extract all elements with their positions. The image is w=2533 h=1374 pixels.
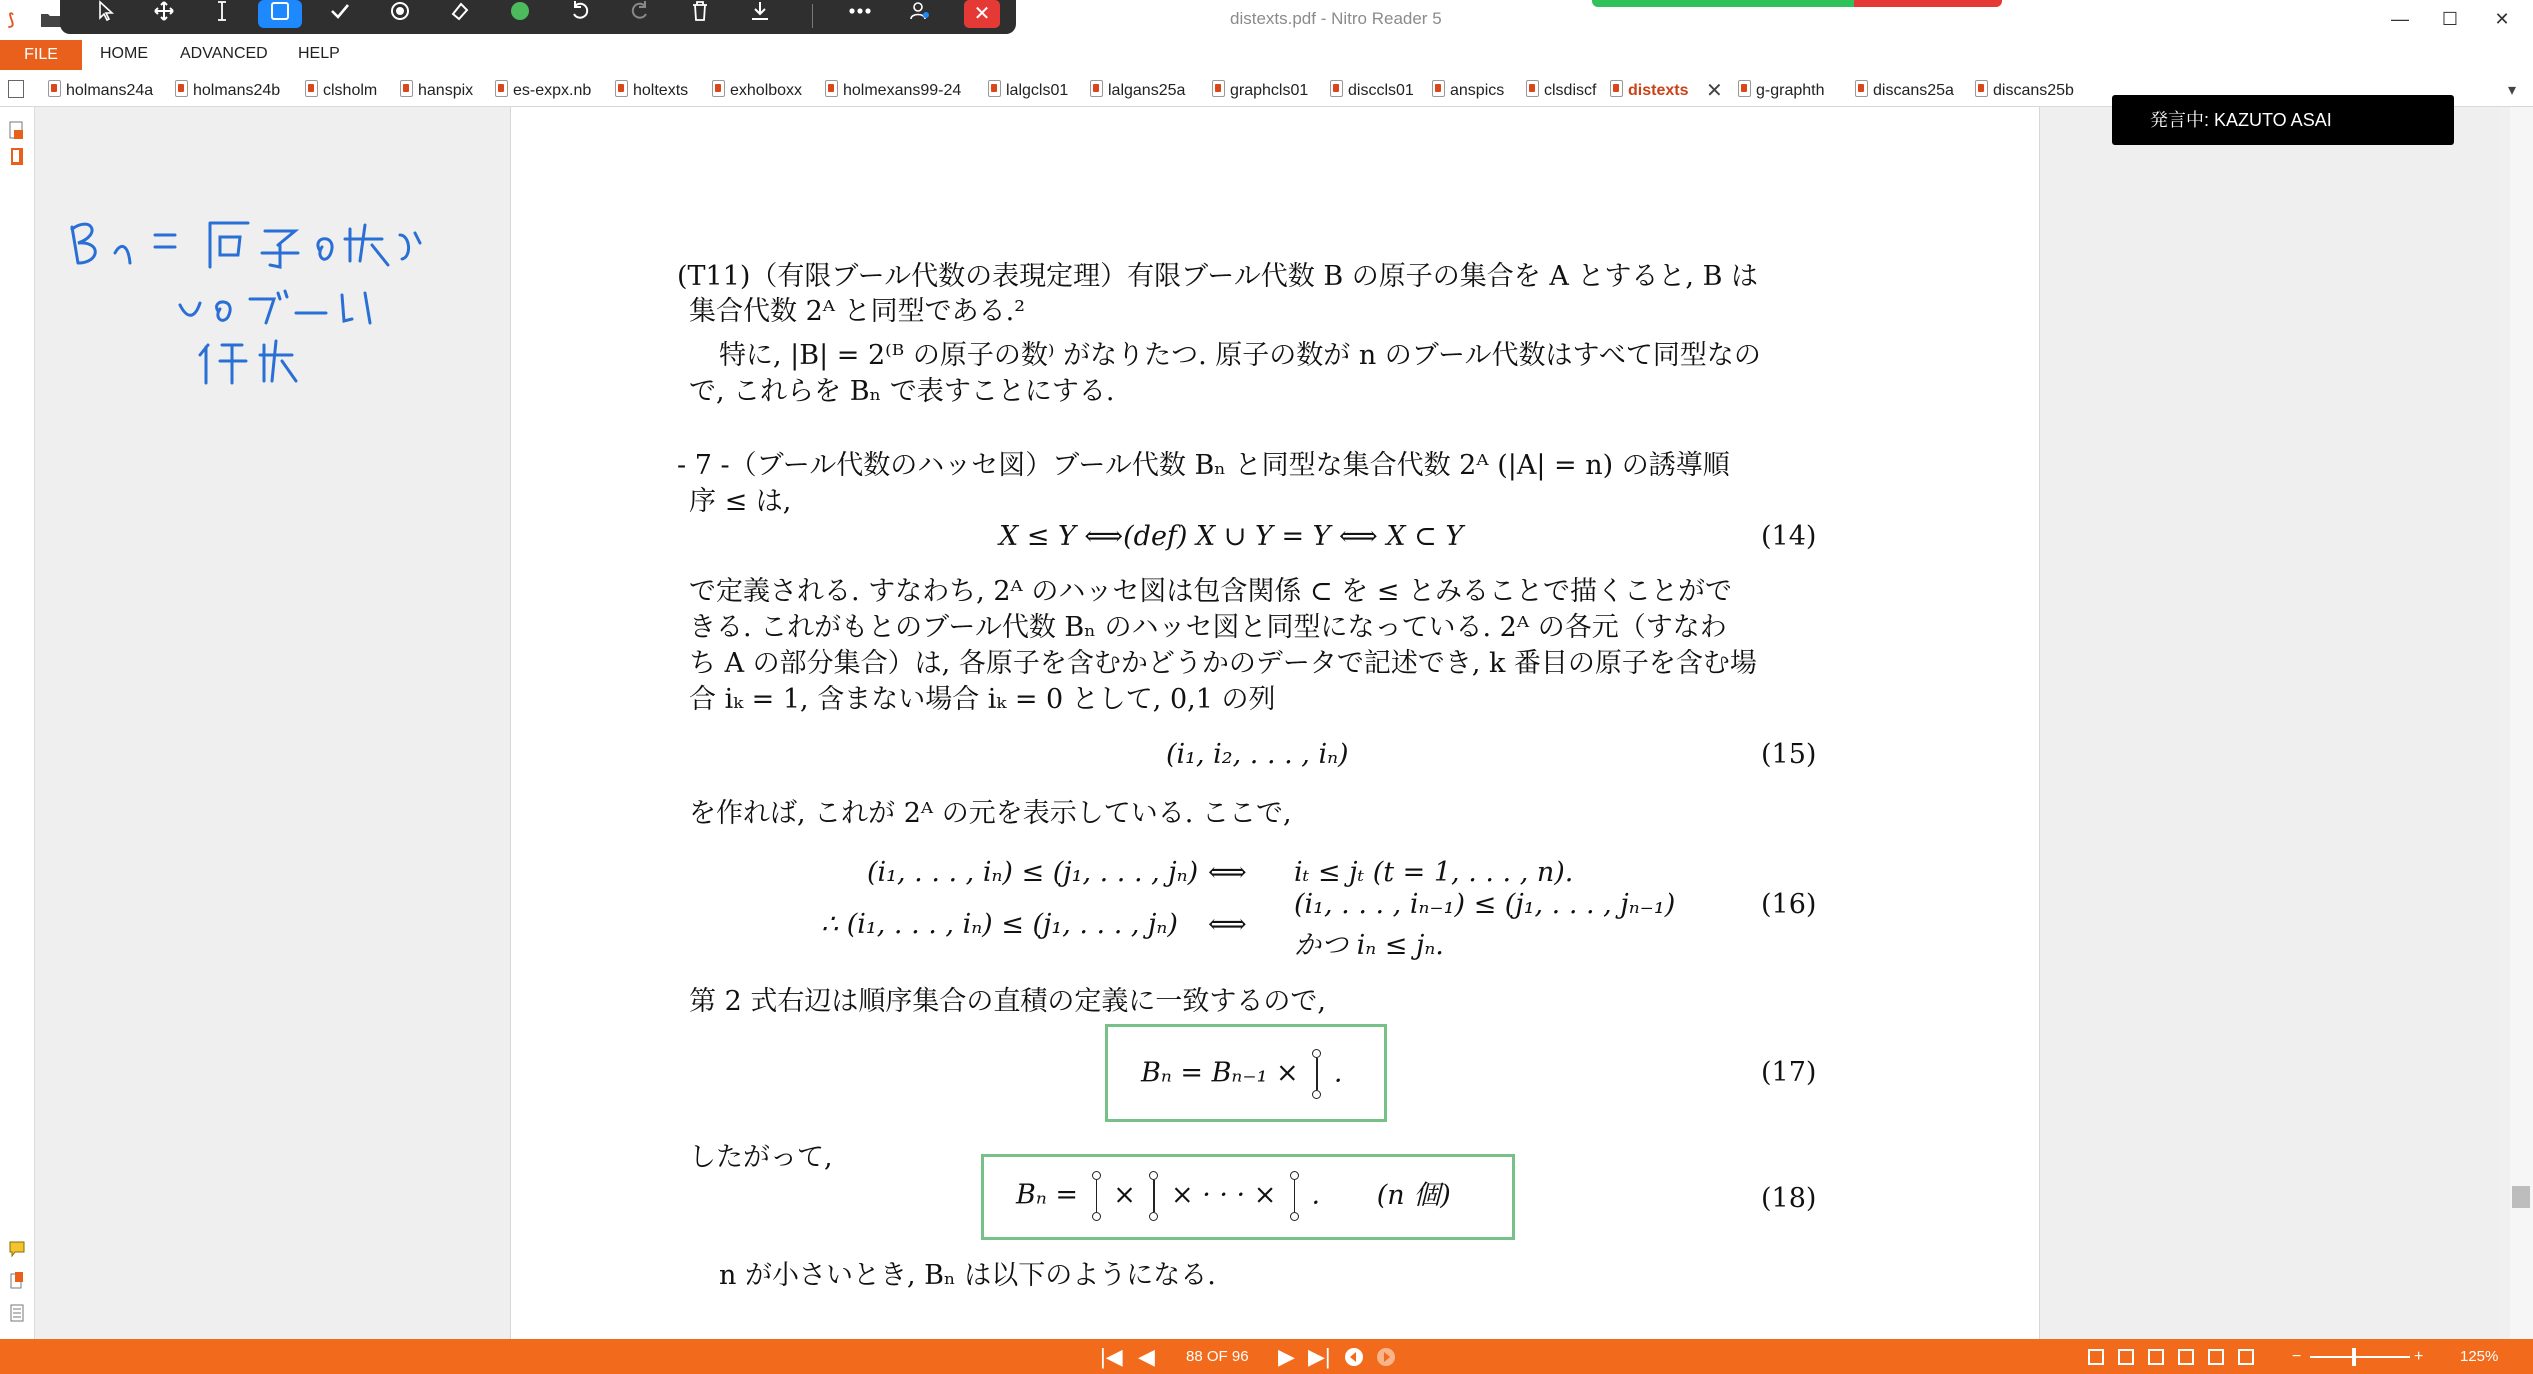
bookmarks-icon[interactable] <box>9 147 25 167</box>
download-icon[interactable] <box>738 0 782 30</box>
pdf-file-icon <box>1212 80 1225 97</box>
status-bar <box>0 1339 2533 1374</box>
zoom-level[interactable]: 125% <box>2460 1348 2499 1365</box>
pdf-file-icon <box>1526 80 1539 97</box>
pdf-file-icon <box>1855 80 1868 97</box>
comments-icon[interactable] <box>9 1239 25 1259</box>
pdf-file-icon <box>175 80 188 97</box>
close-toolbar-button[interactable]: ✕ <box>964 0 1000 28</box>
menu-advanced[interactable]: ADVANCED <box>180 45 268 62</box>
toolbar-separator <box>812 4 813 28</box>
pdf-file-icon <box>615 80 628 97</box>
tab-lalgans25a[interactable]: lalgans25a <box>1090 78 1185 104</box>
two-element-chain-icon <box>1289 1171 1299 1221</box>
pdf-file-icon <box>1975 80 1988 97</box>
equation-18-end: . <box>1311 1179 1321 1211</box>
equation-18-lhs: Bₙ = <box>1016 1179 1078 1211</box>
equation-17-lhs: Bₙ = Bₙ₋₁ × <box>1141 1057 1299 1089</box>
equation-18 <box>1016 1171 1451 1221</box>
redo-icon[interactable] <box>618 0 662 30</box>
color-picker-icon[interactable] <box>498 0 542 30</box>
equation-18-note: (n 個) <box>1376 1179 1451 1211</box>
zoom-slider-thumb[interactable] <box>2352 1348 2356 1366</box>
move-icon[interactable] <box>142 0 186 30</box>
facing-view-icon[interactable] <box>2148 1349 2164 1365</box>
scrollbar-thumb[interactable] <box>2512 1186 2530 1208</box>
equation-15: (i₁, i₂, . . . , iₙ) <box>1166 739 1349 770</box>
tab-clsholm[interactable]: clsholm <box>305 78 377 104</box>
pdf-file-icon <box>305 80 318 97</box>
tab-holtexts[interactable]: holtexts <box>615 78 688 104</box>
participant-icon[interactable] <box>898 0 942 30</box>
vertical-scrollbar[interactable] <box>2510 107 2533 1339</box>
two-element-chain-icon <box>1311 1049 1321 1099</box>
equation-number-16: (16) <box>1761 889 1817 920</box>
close-window-button[interactable]: ✕ <box>2494 9 2510 29</box>
tab-graphcls01[interactable]: graphcls01 <box>1212 78 1308 104</box>
tab-holmexans99-24[interactable]: holmexans99-24 <box>825 78 961 104</box>
equation-17 <box>1141 1049 1342 1099</box>
pdf-file-icon <box>825 80 838 97</box>
zoom-out-button[interactable]: − <box>2292 1348 2302 1365</box>
tab-hanspix[interactable]: hanspix <box>400 78 473 104</box>
last-page-button[interactable]: ▶| <box>1308 1344 1331 1369</box>
text-t11-line2: 集合代数 2ᴬ と同型である.² <box>689 296 1026 327</box>
equation-16b-lhs: ∴ (i₁, . . . , iₙ) ≤ (j₁, . . . , jₙ) <box>821 909 1178 940</box>
facing-continuous-view-icon[interactable] <box>2178 1349 2194 1365</box>
equation-number-14: (14) <box>1761 521 1817 552</box>
equation-number-18: (18) <box>1761 1183 1817 1214</box>
fit-width-icon[interactable] <box>2208 1349 2224 1365</box>
tab-holmans24b[interactable]: holmans24b <box>175 78 280 104</box>
continuous-view-icon[interactable] <box>2118 1349 2134 1365</box>
pdf-file-icon <box>988 80 1001 97</box>
tab-anspics[interactable]: anspics <box>1432 78 1504 104</box>
text-p2-line1: で定義される. すなわち, 2ᴬ のハッセ図は包含関係 ⊂ を ≤ とみることで描くことがで <box>689 576 1732 607</box>
menu-home[interactable]: HOME <box>100 45 148 62</box>
pdf-file-icon <box>1330 80 1343 97</box>
text-section7-line2: 序 ≤ は, <box>689 486 792 517</box>
minimize-button[interactable]: — <box>2391 9 2409 29</box>
previous-view-icon[interactable] <box>1344 1347 1364 1367</box>
tab-holmans24a[interactable]: holmans24a <box>48 78 153 104</box>
handwritten-annotation <box>60 195 490 415</box>
zoom-slider[interactable] <box>2310 1356 2410 1358</box>
tab-discans25b[interactable]: discans25b <box>1975 78 2074 104</box>
menu-bar <box>0 38 2533 71</box>
two-element-chain-icon <box>1148 1171 1158 1221</box>
tab-disccls01[interactable]: disccls01 <box>1330 78 1414 104</box>
equation-18-dots: × · · · × <box>1171 1179 1277 1211</box>
equation-16a-lhs: (i₁, . . . , iₙ) ≤ (j₁, . . . , jₙ) <box>867 857 1199 888</box>
previous-page-button[interactable]: ◀ <box>1138 1344 1155 1369</box>
text-section7-line1: - 7 -（ブール代数のハッセ図）ブール代数 Bₙ と同型な集合代数 2ᴬ (|A| = n) の誘導順 <box>677 450 1730 481</box>
equation-16b-rhs2: かつ iₙ ≤ jₙ. <box>1294 930 1444 961</box>
equation-number-17: (17) <box>1761 1057 1817 1088</box>
page-panel-icon[interactable] <box>8 80 24 98</box>
attachments-icon[interactable] <box>9 1271 25 1291</box>
pdf-file-icon <box>1090 80 1103 97</box>
pointer-icon[interactable] <box>84 0 128 30</box>
fit-page-icon[interactable] <box>2238 1349 2254 1365</box>
text-p1-line1: 特に, |B| = 2⁽ᴮ の原子の数⁾ がなりたつ. 原子の数が n のブール代数はすべて同型なの <box>719 340 1761 371</box>
page-counter[interactable]: 88 OF 96 <box>1186 1348 1249 1365</box>
pdf-file-icon <box>1738 80 1751 97</box>
meeting-indicator-green <box>1592 0 1854 7</box>
text-p5: したがって, <box>689 1142 833 1173</box>
pdf-page <box>510 107 2040 1339</box>
rectangle-tool-icon[interactable] <box>258 0 302 28</box>
equation-17-end: . <box>1333 1057 1343 1089</box>
two-element-chain-icon <box>1091 1171 1101 1221</box>
trash-icon[interactable] <box>678 0 722 30</box>
tab-lalgcls01[interactable]: lalgcls01 <box>988 78 1068 104</box>
equation-14: X ≤ Y ⟺(def) X ∪ Y = Y ⟺ X ⊂ Y <box>999 521 1464 552</box>
more-options-icon[interactable] <box>838 0 882 30</box>
text-t11-line1: (T11)（有限ブール代数の表現定理）有限ブール代数 B の原子の集合を A とすると, B は <box>677 261 1758 292</box>
tab-g-graphth[interactable]: g-graphth <box>1738 78 1825 104</box>
equation-16b-op: ⟺ <box>1208 909 1247 940</box>
speaking-banner: 発言中: KAZUTO ASAI <box>2112 95 2454 145</box>
next-page-button[interactable]: ▶ <box>1278 1344 1295 1369</box>
eraser-icon[interactable] <box>438 0 482 30</box>
menu-help[interactable]: HELP <box>298 45 340 62</box>
equation-16b-rhs1: (i₁, . . . , iₙ₋₁) ≤ (j₁, . . . , jₙ₋₁) <box>1294 889 1676 920</box>
tab-es-expx[interactable]: es-expx.nb <box>495 78 591 104</box>
nitro-logo-icon: ⟆ <box>8 12 15 29</box>
text-p2-line2: きる. これがもとのブール代数 Bₙ のハッセ図と同型になっている. 2ᴬ の各元（すなわ <box>689 612 1727 643</box>
tab-overflow-chevron-icon[interactable]: ▾ <box>2508 82 2517 99</box>
window-title: distexts.pdf - Nitro Reader 5 <box>1230 9 1442 28</box>
left-tool-panel <box>0 107 35 1339</box>
single-page-view-icon[interactable] <box>2088 1349 2104 1365</box>
text-p1-line2: で, これらを Bₙ で表すことにする. <box>689 376 1115 407</box>
next-view-icon[interactable] <box>1376 1347 1396 1367</box>
tab-close-icon[interactable]: ✕ <box>1706 80 1723 102</box>
tab-exholboxx[interactable]: exholboxx <box>712 78 802 104</box>
equation-number-15: (15) <box>1761 739 1817 770</box>
annotation-toolbar <box>60 0 1016 34</box>
page-thumbnails-icon[interactable] <box>9 121 25 141</box>
layers-icon[interactable] <box>9 1303 25 1323</box>
pdf-file-icon <box>1610 80 1623 97</box>
pdf-file-icon <box>712 80 725 97</box>
text-p6: n が小さいとき, Bₙ は以下のようになる. <box>719 1260 1216 1291</box>
maximize-button[interactable]: ☐ <box>2441 9 2459 29</box>
pdf-file-icon <box>495 80 508 97</box>
text-p4: 第 2 式右辺は順序集合の直積の定義に一致するので, <box>689 986 1326 1017</box>
tab-clsdiscf[interactable]: clsdiscf <box>1526 78 1596 104</box>
text-p2-line3: ち A の部分集合）は, 各原子を含むかどうかのデータで記述でき, k 番目の原子を含む場 <box>689 648 1757 679</box>
equation-18-times: × <box>1113 1179 1136 1211</box>
pdf-file-icon <box>400 80 413 97</box>
stamp-icon[interactable] <box>378 0 422 30</box>
text-cursor-icon[interactable] <box>200 0 244 30</box>
tab-discans25a[interactable]: discans25a <box>1855 78 1954 104</box>
pdf-file-icon <box>1432 80 1445 97</box>
menu-file[interactable]: FILE <box>0 40 82 70</box>
check-icon[interactable] <box>318 0 362 30</box>
meeting-indicator-red <box>1854 0 2002 7</box>
pdf-file-icon <box>48 80 61 97</box>
equation-16a-rhs: iₜ ≤ jₜ (t = 1, . . . , n). <box>1294 857 1574 888</box>
equation-16a-op: ⟺ <box>1208 857 1247 888</box>
zoom-in-button[interactable]: + <box>2414 1348 2424 1365</box>
undo-icon[interactable] <box>558 0 602 30</box>
text-p2-line4: 合 iₖ = 1, 含まない場合 iₖ = 0 として, 0,1 の列 <box>689 684 1276 715</box>
text-p3: を作れば, これが 2ᴬ の元を表示している. ここで, <box>689 798 1292 829</box>
first-page-button[interactable]: |◀ <box>1100 1344 1123 1369</box>
tab-distexts[interactable]: distexts <box>1610 78 1688 104</box>
